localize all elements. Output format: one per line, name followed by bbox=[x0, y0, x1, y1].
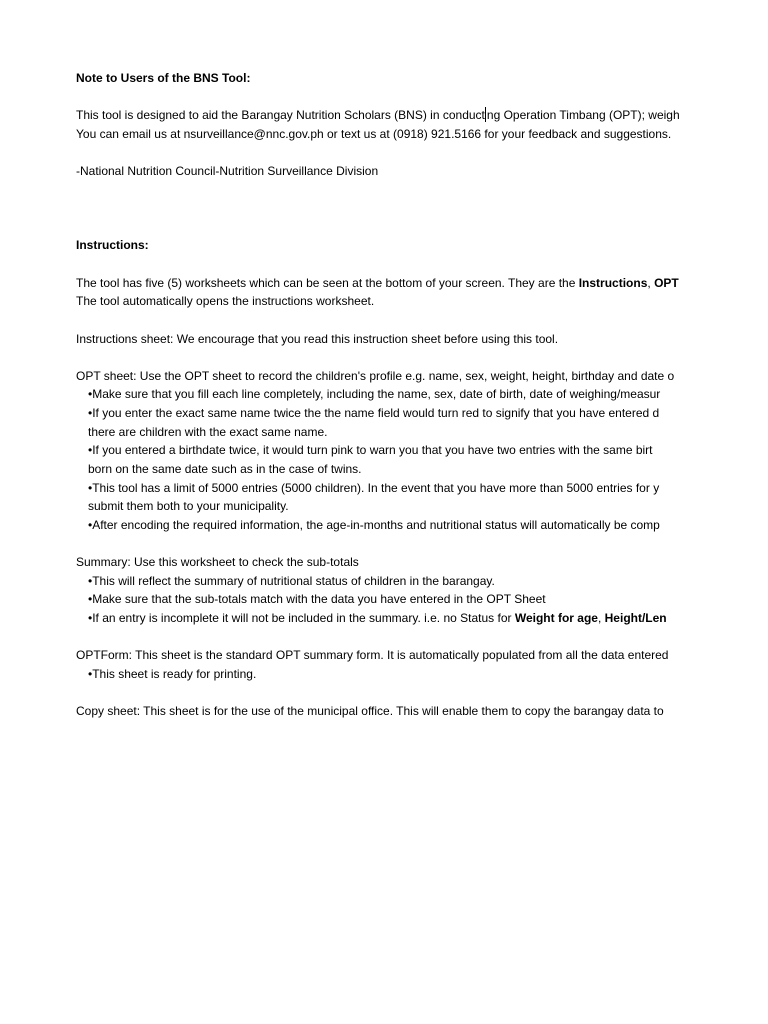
summary-bullet-bold-weight-for-age: Weight for age bbox=[514, 611, 598, 625]
summary-bullet-separator: , bbox=[597, 611, 605, 625]
summary-bullet bbox=[88, 609, 667, 627]
opt-sheet-bullet: •If you entered a birthdate twice, it would turn pink to warn you that you have two entries with the same birt bbox=[88, 443, 653, 457]
opt-sheet-bullet-continuation: there are children with the exact same name. bbox=[88, 425, 328, 439]
optform-bullet: •This sheet is ready for printing. bbox=[88, 667, 257, 681]
note-paragraph-text-a: This tool is designed to aid the Barangay Nutrition Scholars (BNS) in conduct bbox=[76, 108, 485, 122]
opt-sheet-bullet: •Make sure that you fill each line completely, including the name, sex, date of birth, date of weighing/measur bbox=[88, 387, 661, 401]
opt-sheet-bullet: •This tool has a limit of 5000 entries (5000 children). In the event that you have more than 5000 entries for y bbox=[88, 481, 660, 495]
instructions-sheet-paragraph: Instructions sheet: We encourage that you read this instruction sheet before using this tool. bbox=[76, 332, 559, 346]
instructions-intro-bold-opt: OPT bbox=[654, 276, 679, 290]
instructions-intro-separator: , bbox=[647, 276, 655, 290]
optform-heading: OPTForm: This sheet is the standard OPT summary form. It is automatically populated from all the data entered bbox=[76, 648, 669, 662]
note-paragraph-line-2: You can email us at nsurveillance@nnc.gov.ph or text us at (0918) 921.5166 for your feedback and suggestions. bbox=[76, 127, 672, 141]
note-paragraph-line-1 bbox=[76, 106, 680, 124]
opt-sheet-bullet: •After encoding the required information, the age-in-months and nutritional status will automatically be comp bbox=[88, 518, 660, 532]
summary-bullet: •Make sure that the sub-totals match with the data you have entered in the OPT Sheet bbox=[88, 592, 546, 606]
opt-sheet-bullet-continuation: born on the same date such as in the case of twins. bbox=[88, 462, 362, 476]
note-signature: -National Nutrition Council-Nutrition Surveillance Division bbox=[76, 164, 379, 178]
instructions-intro-line-1 bbox=[76, 274, 679, 292]
instructions-heading: Instructions: bbox=[76, 238, 149, 252]
instructions-intro-bold-instructions: Instructions bbox=[578, 276, 648, 290]
summary-bullet-text: •If an entry is incomplete it will not be included in the summary. i.e. no Status for bbox=[88, 611, 515, 625]
copy-sheet-paragraph: Copy sheet: This sheet is for the use of the municipal office. This will enable them to copy the barangay data to bbox=[76, 704, 664, 718]
instructions-intro-line-2: The tool automatically opens the instructions worksheet. bbox=[76, 294, 375, 308]
summary-bullet: •This will reflect the summary of nutritional status of children in the barangay. bbox=[88, 574, 495, 588]
opt-sheet-bullet: •If you enter the exact same name twice the the name field would turn red to signify that you have entered d bbox=[88, 406, 660, 420]
opt-sheet-heading: OPT sheet: Use the OPT sheet to record the children's profile e.g. name, sex, weight, height, birthday and date o bbox=[76, 369, 675, 383]
summary-bullet-bold-height-length: Height/Len bbox=[604, 611, 667, 625]
opt-sheet-bullet-continuation: submit them both to your municipality. bbox=[88, 499, 289, 513]
instructions-intro-text: The tool has five (5) worksheets which can be seen at the bottom of your screen. They are the bbox=[76, 276, 579, 290]
note-paragraph-text-b: ng Operation Timbang (OPT); weigh bbox=[486, 108, 680, 122]
note-heading: Note to Users of the BNS Tool: bbox=[76, 71, 251, 85]
summary-heading: Summary: Use this worksheet to check the sub-totals bbox=[76, 555, 359, 569]
